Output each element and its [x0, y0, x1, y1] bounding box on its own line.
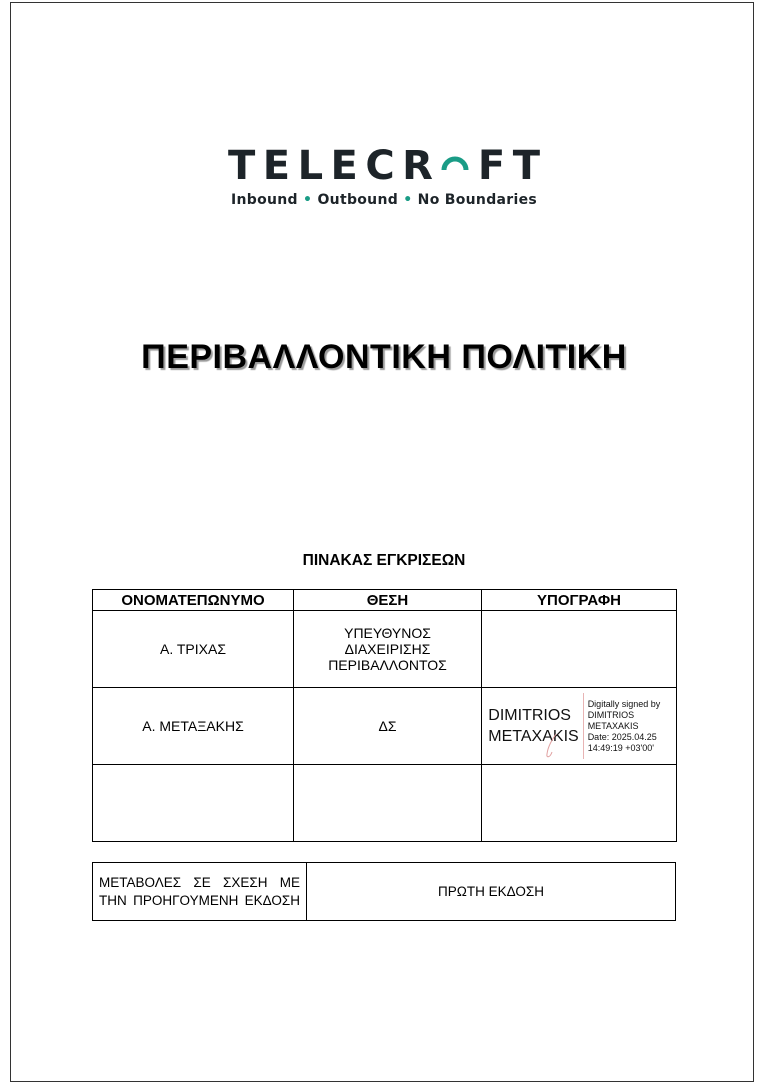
- signature-scribble-icon: [544, 732, 562, 760]
- tagline-separator: •: [403, 192, 413, 208]
- signature-name: [488, 705, 578, 747]
- logo-letter: R: [402, 143, 433, 189]
- signature-name-line: DIMITRIOS: [488, 707, 571, 724]
- tagline-no-boundaries: No Boundaries: [417, 192, 538, 208]
- logo-o-ring-icon: [440, 151, 470, 181]
- table-row: [93, 688, 677, 765]
- logo-letter: E: [330, 143, 358, 189]
- logo-letter: Τ: [228, 143, 256, 189]
- approver-signature: [482, 765, 677, 842]
- approver-name: Α. ΜΕΤΑΞΑΚΗΣ: [93, 688, 294, 765]
- logo-letter: F: [477, 143, 506, 189]
- approver-name: [93, 765, 294, 842]
- changes-label-line: ΤΗΝ ΠΡΟΗΓΟΥΜΕΝΗ ΕΚΔΟΣΗ: [99, 892, 300, 908]
- column-header-position: ΘΕΣΗ: [294, 590, 482, 611]
- logo-letter: E: [262, 143, 291, 189]
- tagline-inbound: Inbound: [230, 192, 298, 208]
- logo-wordmark: [228, 143, 540, 189]
- approver-position: ΔΣ: [294, 688, 482, 765]
- signature-details: [588, 699, 670, 754]
- table-row: [93, 863, 676, 921]
- logo-letter: C: [365, 143, 395, 189]
- position-line: ΠΕΡΙΒΑΛΛΟΝΤΟΣ: [328, 657, 447, 673]
- changes-value: ΠΡΩΤΗ ΕΚΔΟΣΗ: [307, 863, 676, 921]
- company-logo: [228, 143, 540, 208]
- document-title: ΠΕΡΙΒΑΛΛΟΝΤΙΚΗ ΠΟΛΙΤΙΚΗ: [141, 338, 627, 376]
- approvals-heading: ΠΙΝΑΚΑΣ ΕΓΚΡΙΣΕΩΝ: [302, 552, 466, 569]
- position-line: ΔΙΑΧΕΙΡΙΣΗΣ: [344, 641, 431, 657]
- signature-divider: [583, 693, 584, 759]
- column-header-name: ΟΝΟΜΑΤΕΠΩΝΥΜΟ: [93, 590, 294, 611]
- logo-letter: L: [297, 143, 324, 189]
- approver-signature: [482, 611, 677, 688]
- signature-detail-line: Date: 2025.04.25: [587, 731, 657, 742]
- signature-detail-line: Digitally signed by: [587, 698, 661, 709]
- signature-name-line: METAXAKIS: [488, 728, 579, 745]
- changes-label: [93, 863, 307, 921]
- position-line: ΥΠΕΥΘΥΝΟΣ: [344, 625, 431, 641]
- signature-detail-line: DIMITRIOS: [587, 709, 635, 720]
- approver-position: [294, 765, 482, 842]
- column-header-signature: ΥΠΟΓΡΑΦΗ: [482, 590, 677, 611]
- tagline-separator: •: [303, 192, 313, 208]
- tagline-outbound: Outbound: [317, 192, 399, 208]
- approver-position: [294, 611, 482, 688]
- table-row: [93, 765, 677, 842]
- changes-table: [92, 862, 676, 921]
- logo-tagline: [228, 192, 540, 208]
- changes-label-line: ΜΕΤΑΒΟΛΕΣ ΣΕ ΣΧΕΣΗ ΜΕ: [99, 874, 300, 890]
- table-row: [93, 611, 677, 688]
- signature-detail-line: METAXAKIS: [587, 720, 639, 731]
- approvals-table: [92, 589, 677, 842]
- signature-detail-line: 14:49:19 +03'00': [587, 742, 654, 753]
- table-header-row: [93, 590, 677, 611]
- approver-name: Α. ΤΡΙΧΑΣ: [93, 611, 294, 688]
- approver-signature[interactable]: [482, 688, 677, 765]
- digital-signature[interactable]: [482, 688, 676, 764]
- logo-letter: Τ: [512, 143, 540, 189]
